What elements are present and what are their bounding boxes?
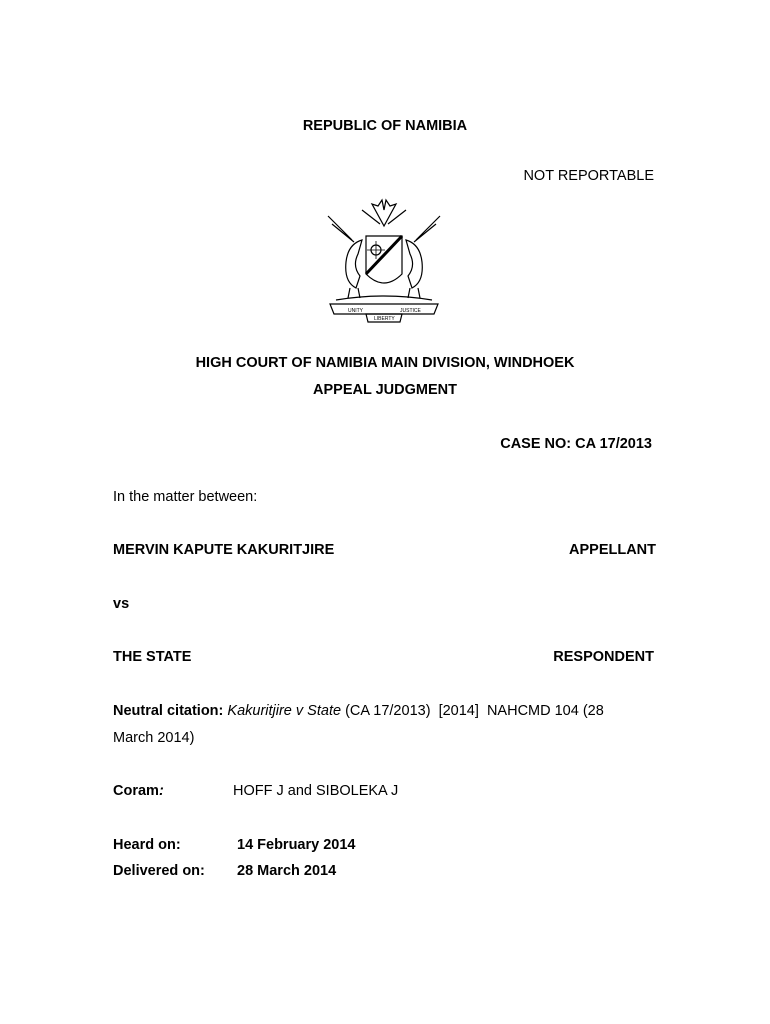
- appellant-name: MERVIN KAPUTE KAKURITJIRE: [113, 542, 335, 558]
- delivered-on-label: Delivered on:: [113, 863, 205, 879]
- neutral-citation-line2: March 2014): [113, 730, 195, 746]
- coat-of-arms-image: [322, 196, 446, 326]
- court-name: HIGH COURT OF NAMIBIA MAIN DIVISION, WINDHOEK: [195, 355, 575, 371]
- versus-label: vs: [113, 596, 130, 612]
- respondent-role: RESPONDENT: [553, 649, 654, 665]
- motto-unity: UNITY: [348, 308, 363, 314]
- citation-reference: (CA 17/2013) [2014] NAHCMD 104 (28: [345, 703, 604, 719]
- motto-liberty: LIBERTY: [374, 316, 395, 322]
- neutral-citation-label: Neutral citation:: [113, 703, 224, 719]
- reportable-status: NOT REPORTABLE: [523, 168, 654, 184]
- appellant-role: APPELLANT: [569, 542, 656, 558]
- matter-intro: In the matter between:: [113, 489, 258, 505]
- country-heading: REPUBLIC OF NAMIBIA: [302, 118, 468, 134]
- heard-on-label: Heard on:: [113, 837, 181, 853]
- neutral-citation-line1: [113, 703, 604, 719]
- citation-case-name: Kakuritjire v State: [227, 703, 342, 719]
- coram-value: HOFF J and SIBOLEKA J: [233, 783, 399, 799]
- heard-on-value: 14 February 2014: [237, 837, 356, 853]
- delivered-on-value: 28 March 2014: [237, 863, 337, 879]
- motto-justice: JUSTICE: [400, 308, 421, 314]
- coram-label: Coram:: [113, 783, 164, 799]
- judgment-type: APPEAL JUDGMENT: [313, 382, 457, 398]
- case-number: CASE NO: CA 17/2013: [500, 436, 652, 452]
- respondent-name: THE STATE: [113, 649, 192, 665]
